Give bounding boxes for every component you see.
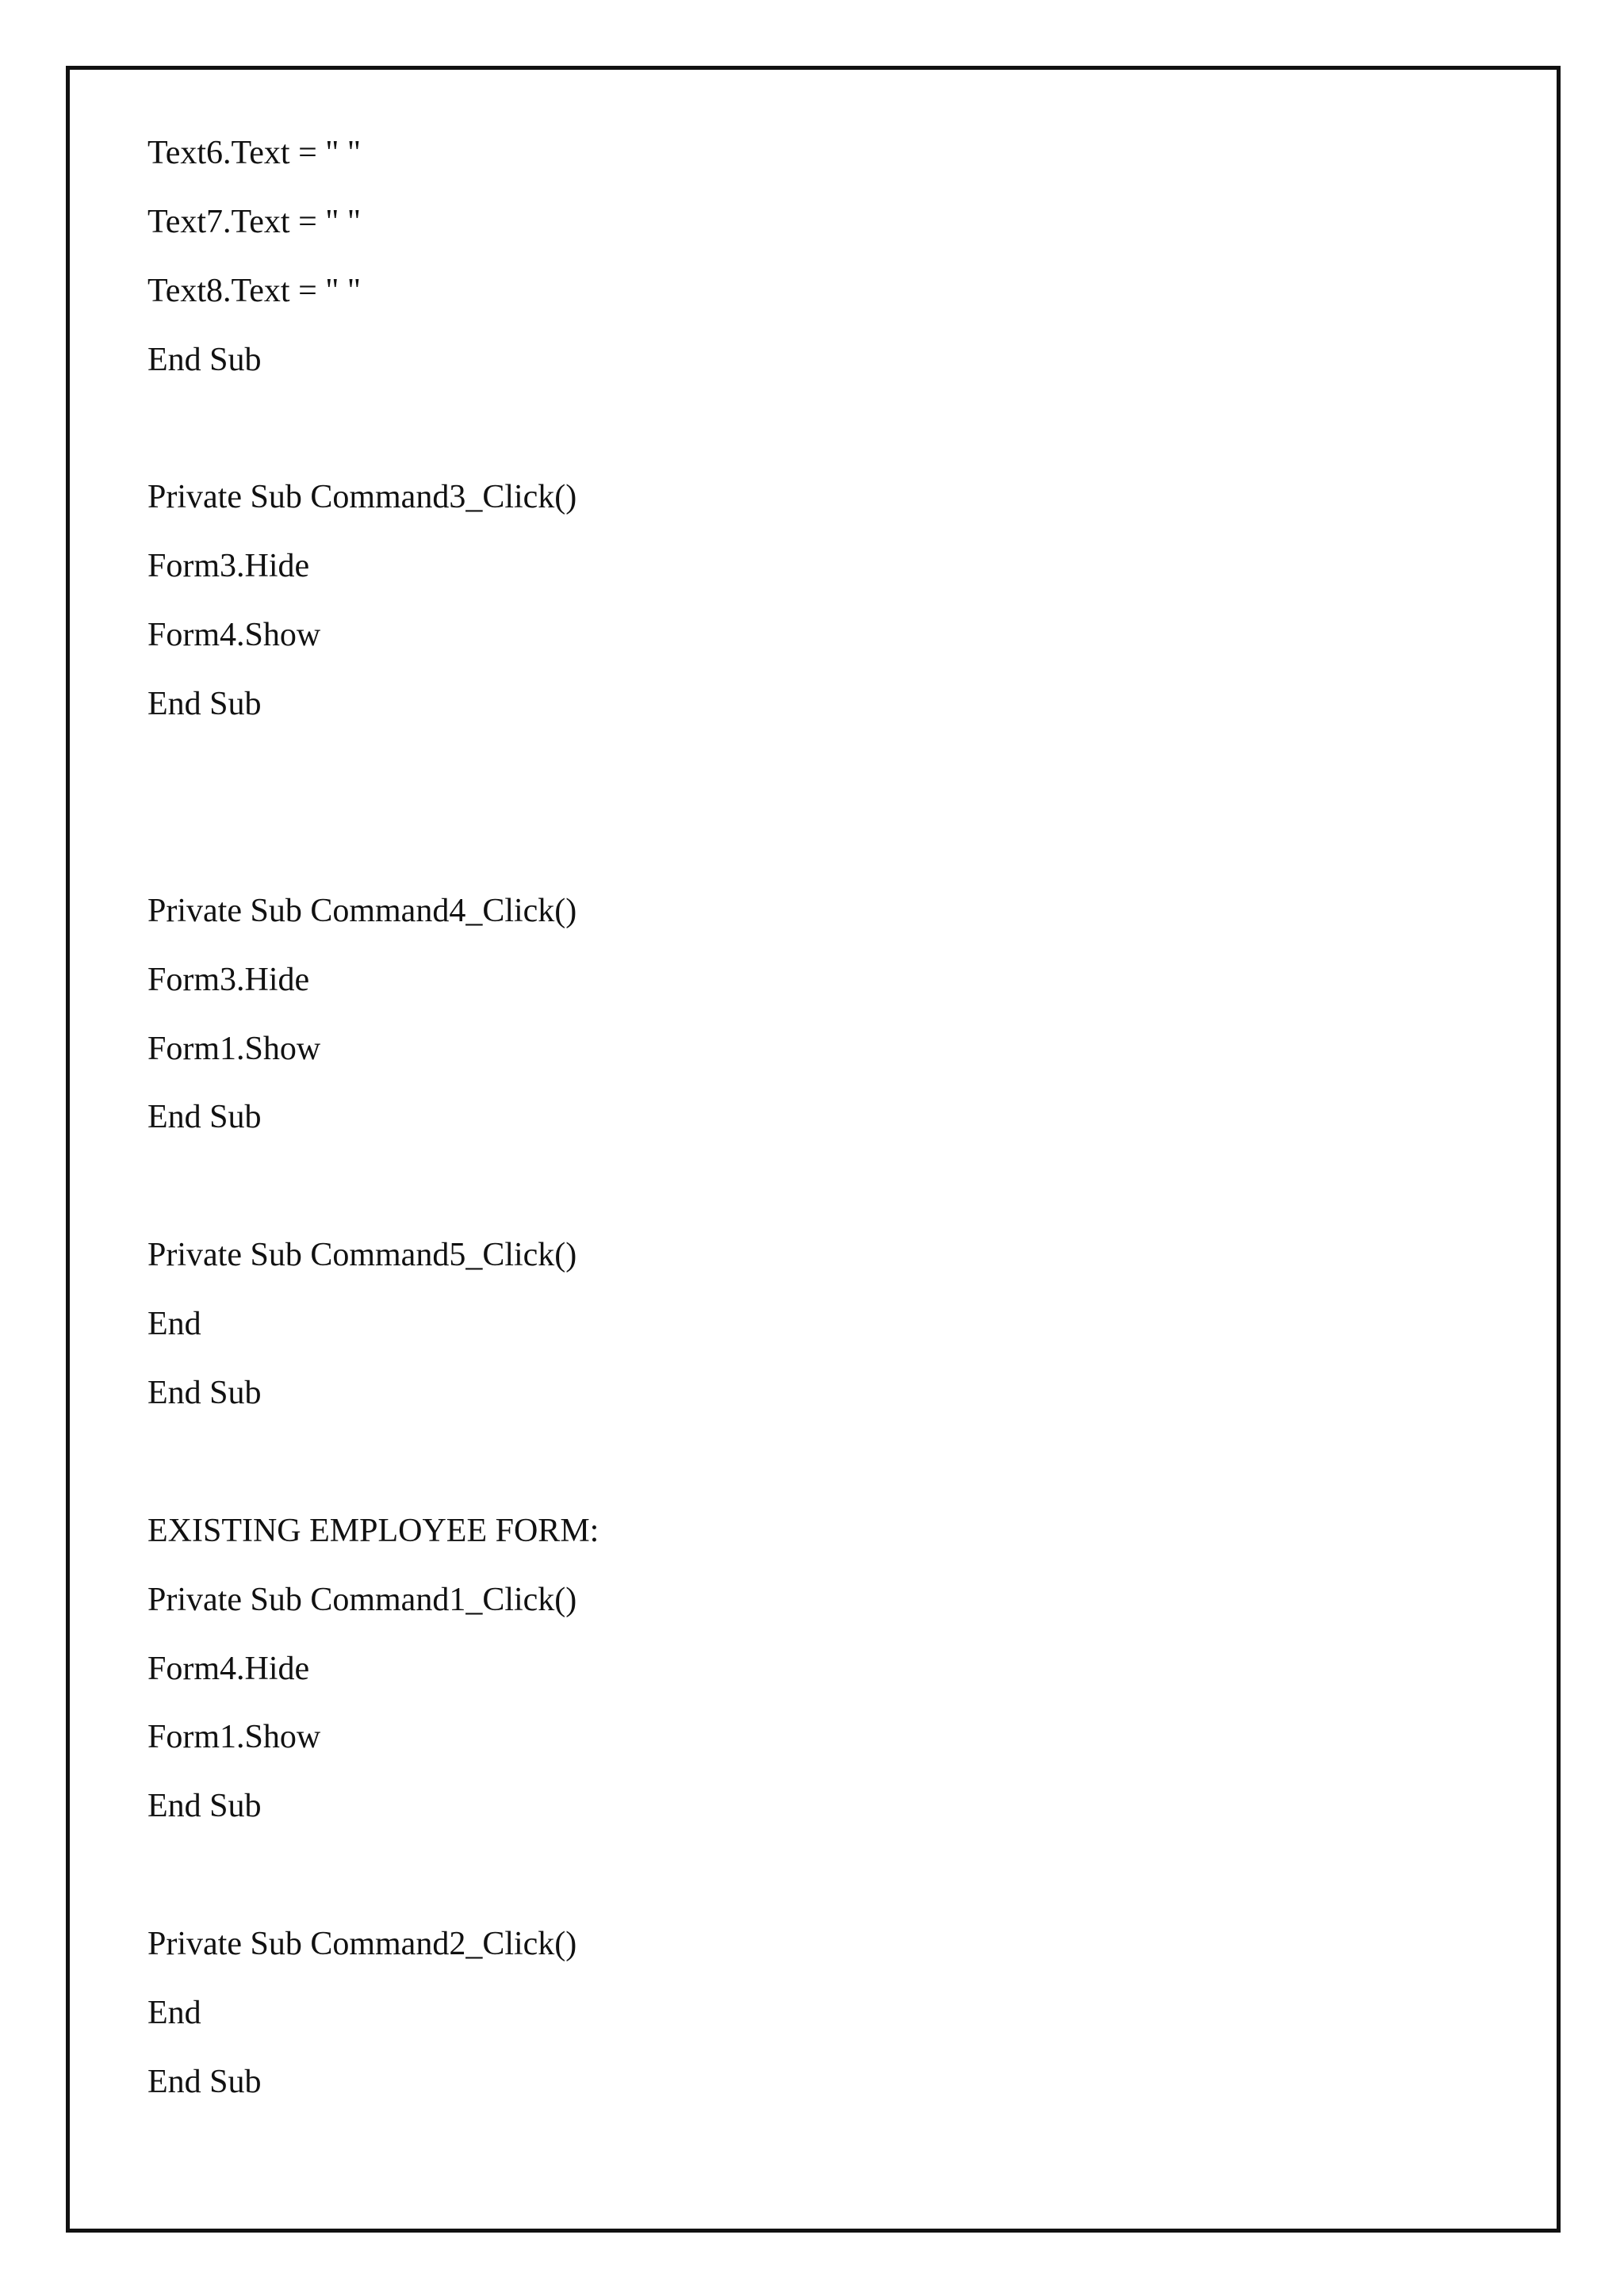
code-line-end: End bbox=[147, 1306, 201, 1343]
code-line-command3-click: Private Sub Command3_Click() bbox=[147, 479, 577, 516]
blank-line bbox=[147, 808, 599, 877]
blank-line bbox=[147, 1152, 599, 1221]
code-line-text8-clear: Text8.Text = " " bbox=[147, 272, 362, 309]
blank-line bbox=[147, 395, 599, 464]
code-line-end: End bbox=[147, 1995, 201, 2032]
code-line-end-sub: End Sub bbox=[147, 1375, 262, 1412]
code-line-end-sub: End Sub bbox=[147, 686, 262, 723]
code-listing bbox=[147, 119, 599, 2117]
blank-line bbox=[147, 1841, 599, 1910]
code-line-form4-show: Form4.Show bbox=[147, 617, 321, 654]
code-line-form4-hide: Form4.Hide bbox=[147, 1650, 310, 1687]
code-line-end-sub: End Sub bbox=[147, 1099, 262, 1136]
blank-line bbox=[147, 1428, 599, 1497]
code-line-form1-show: Form1.Show bbox=[147, 1719, 321, 1756]
code-line-command1-click: Private Sub Command1_Click() bbox=[147, 1581, 577, 1618]
code-line-form3-hide: Form3.Hide bbox=[147, 548, 310, 585]
code-line-text6-clear: Text6.Text = " " bbox=[147, 135, 362, 171]
code-line-text7-clear: Text7.Text = " " bbox=[147, 203, 362, 240]
code-line-end-sub: End Sub bbox=[147, 2063, 262, 2100]
code-line-end-sub: End Sub bbox=[147, 1788, 262, 1825]
section-heading-existing-employee-form: EXISTING EMPLOYEE FORM: bbox=[147, 1512, 599, 1549]
code-line-form1-show: Form1.Show bbox=[147, 1030, 321, 1067]
code-line-end-sub: End Sub bbox=[147, 341, 262, 378]
code-line-command5-click: Private Sub Command5_Click() bbox=[147, 1237, 577, 1274]
code-line-command4-click: Private Sub Command4_Click() bbox=[147, 892, 577, 929]
code-line-command2-click: Private Sub Command2_Click() bbox=[147, 1926, 577, 1963]
code-line-form3-hide: Form3.Hide bbox=[147, 961, 310, 998]
blank-line bbox=[147, 739, 599, 808]
